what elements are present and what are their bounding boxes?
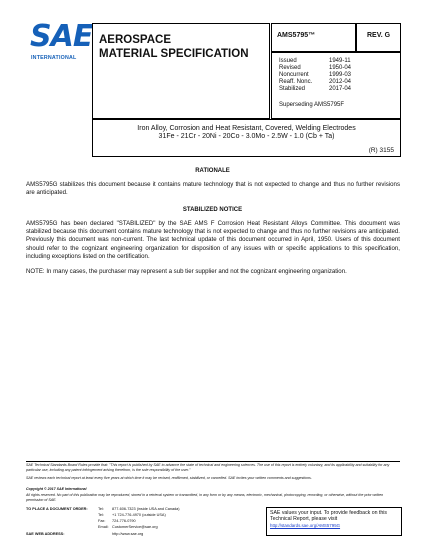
superseding-note: Superseding AMS5795F	[279, 102, 345, 108]
stabilized-text: AMS5795G has been declared "STABILIZED" by the SAE AMS F Corrosion Heat Resistant Alloys Committee. This document was stabilized because this document contains mature technology that is not expected to change and thus no further revisions are anticipated. Previously this document was non-current. The last technical update of this document occurred in April, 1950. Users of this document should refer to the cognizant engineering organization for disposition of any issues with or specific applications to this specification, including exceptions listed on the certification.	[26, 220, 400, 260]
policy-text: SAE Technical Standards Board Rules provide that: "This report is published by SAE to advance the state of technical and engineering sciences. The use of this report is entirely voluntary, and its applicability and suitability for any particular use, including any patent infringement arising therefrom, is the sole responsibility of the user."	[26, 463, 390, 472]
copyright: Copyright © 2017 SAE International	[26, 487, 87, 491]
rationale-text: AMS5795G stabilizes this document because it contains mature technology that is not expected to change and thus no further revisions are anticipated.	[26, 181, 400, 197]
email-label: Email:	[98, 525, 109, 529]
date-label: Stabilized	[279, 86, 306, 92]
logo-subtext: INTERNATIONAL	[31, 55, 77, 61]
date-value: 1999-03	[329, 72, 352, 78]
document-title	[99, 33, 249, 61]
tel1[interactable]: 877-606-7323 (inside USA and Canada)	[112, 507, 180, 511]
date-label: Reaff. Nonc.	[279, 79, 313, 85]
feedback-box	[266, 507, 402, 536]
subject-box	[92, 119, 401, 157]
title-line-2: MATERIAL SPECIFICATION	[99, 48, 249, 60]
date-label: Revised	[279, 65, 301, 71]
footer-divider	[26, 461, 400, 462]
note-text: NOTE: In many cases, the purchaser may represent a sub tier supplier and not the cognizant engineering organization.	[26, 268, 347, 275]
web-label: SAE WEB ADDRESS:	[26, 532, 65, 536]
rationale-heading: RATIONALE	[195, 168, 230, 174]
sae-logo	[30, 19, 93, 70]
dates-box	[271, 52, 401, 119]
date-value: 2017-04	[329, 86, 352, 92]
email-link[interactable]: CustomerService@sae.org	[112, 525, 158, 529]
date-label: Noncurrent	[279, 72, 309, 78]
date-value: 2012-04	[329, 79, 352, 85]
rights-text: All rights reserved. No part of this publication may be reproduced, stored in a retrieval system or transmitted, in any form or by any means, electronic, mechanical, photocopying, recording, or otherwise, without the prior written permission of SAE.	[26, 493, 384, 502]
order-label: TO PLACE A DOCUMENT ORDER:	[26, 507, 88, 511]
fax: 724-776-0790	[112, 519, 136, 523]
revision-box	[356, 23, 401, 52]
tel1-label: Tel:	[98, 507, 104, 511]
revision: REV. G	[367, 32, 391, 39]
doc-number-box	[271, 23, 356, 52]
subject-line-1: Iron Alloy, Corrosion and Heat Resistant, Covered, Welding Electrodes	[137, 125, 356, 132]
fsc-code: (R) 3155	[368, 147, 394, 154]
stabilized-heading: STABILIZED NOTICE	[182, 207, 243, 213]
date-label: Issued	[279, 58, 297, 64]
feedback-text: SAE values your input. To provide feedback on this Technical Report, please visit	[270, 510, 387, 523]
doc-number: AMS5795™	[277, 32, 316, 39]
logo-text: SAE	[30, 19, 93, 54]
web-link[interactable]: http://www.sae.org	[112, 532, 144, 536]
title-line-1: AEROSPACE	[99, 34, 171, 46]
tel2-label: Tel:	[98, 513, 104, 517]
tel2[interactable]: +1 724-776-4970 (outside USA)	[112, 513, 166, 517]
review-text: SAE reviews each technical report at least every five years at which time it may be revised, reaffirmed, stabilized, or cancelled. SAE invites your written comments and suggestions.	[26, 476, 312, 480]
feedback-link[interactable]: http://standards.sae.org/AMS5795G	[270, 523, 341, 528]
date-value: 1949-11	[329, 58, 351, 64]
fax-label: Fax:	[98, 519, 106, 523]
title-box	[92, 23, 270, 119]
date-value: 1950-04	[329, 65, 352, 71]
subject-line-2: 31Fe - 21Cr - 20Ni - 20Co - 3.0Mo - 2.5W - 1.0 (Cb + Ta)	[158, 133, 335, 140]
